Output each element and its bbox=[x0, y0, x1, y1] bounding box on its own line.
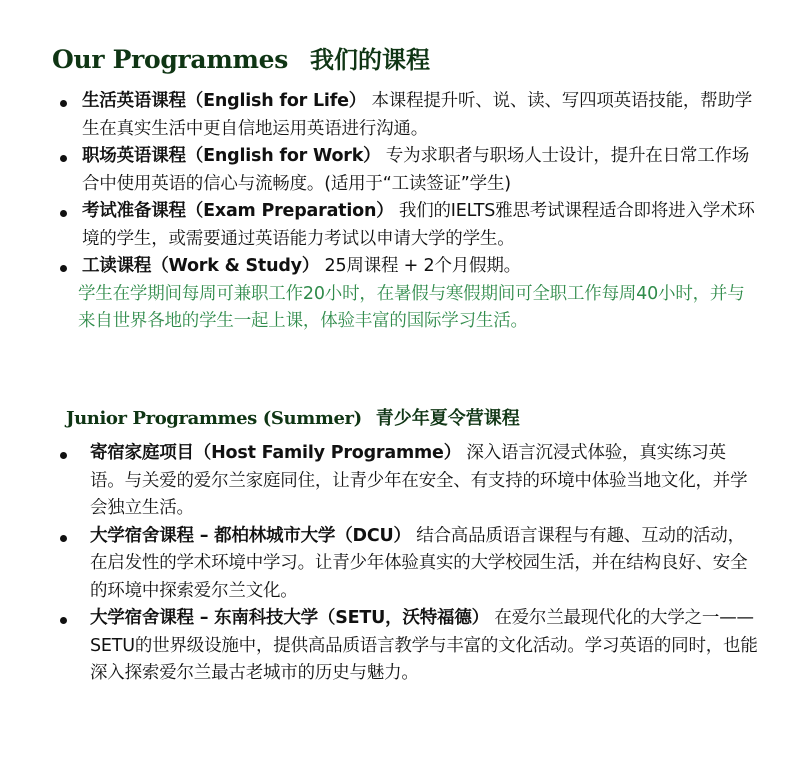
heading-zh: 青少年夏令营课程 bbox=[375, 408, 520, 429]
item-title: 寄宿家庭项目（Host Family Programme） bbox=[90, 443, 461, 463]
item-text: 25周课程 + 2个月假期。 bbox=[319, 256, 521, 276]
bullet-icon bbox=[60, 265, 67, 272]
bullet-icon bbox=[60, 452, 67, 459]
item-title: 大学宿舍课程 – 都柏林城市大学（DCU） bbox=[90, 525, 411, 546]
list-item-dcu bbox=[60, 523, 760, 606]
item-title: 工读课程（Work & Study） bbox=[82, 256, 320, 276]
section-heading-our-programmes bbox=[52, 40, 430, 75]
list-item-host-family bbox=[60, 440, 760, 523]
list-item-setu bbox=[60, 605, 760, 688]
item-text: 本课程提升听、说、读、写四项英语技能，帮助学生在真实生活中更自信地运用英语进行沟通。 bbox=[82, 91, 753, 139]
list-item-work-and-study bbox=[60, 253, 760, 336]
item-title: 职场英语课程（English for Work） bbox=[82, 146, 381, 166]
work-study-note: 学生在学期间每周可兼职工作20小时，在暑假与寒假期间可全职工作每周40小时，并与来自世界各地的学生一起上课，体验丰富的国际学习生活。 bbox=[78, 283, 745, 331]
item-title: 生活英语课程（English for Life） bbox=[82, 91, 367, 111]
heading-en: Junior Programmes (Summer) bbox=[66, 408, 362, 429]
bullet-icon bbox=[60, 617, 67, 624]
item-text: 深入语言沉浸式体验，真实练习英语。与关爱的爱尔兰家庭同住，让青少年在安全、有支持的环境中体验当地文化，并学会独立生活。 bbox=[90, 443, 748, 518]
programme-list bbox=[60, 88, 760, 336]
list-item-english-for-work bbox=[60, 143, 760, 198]
heading-en: Our Programmes bbox=[52, 45, 289, 74]
list-item-english-for-life bbox=[60, 88, 760, 143]
item-text: 专为求职者与职场人士设计，提升在日常工作场合中使用英语的信心与流畅度。(适用于“工读签证”学生) bbox=[82, 146, 750, 194]
section-heading-junior-programmes bbox=[66, 404, 520, 430]
item-text: 结合高品质语言课程与有趣、互动的活动，在启发性的学术环境中学习。让青少年体验真实的大学校园生活，并在结构良好、安全的环境中探索爱尔兰文化。 bbox=[90, 525, 748, 601]
bullet-icon bbox=[60, 155, 67, 162]
item-text: 在爱尔兰最现代化的大学之一——SETU的世界级设施中，提供高品质语言教学与丰富的文化活动。学习英语的同时，也能深入探索爱尔兰最古老城市的历史与魅力。 bbox=[90, 608, 758, 683]
list-item-exam-preparation bbox=[60, 198, 760, 253]
junior-programme-list bbox=[60, 440, 760, 688]
item-title: 考试准备课程（Exam Preparation） bbox=[82, 201, 394, 221]
item-title: 大学宿舍课程 – 东南科技大学（SETU，沃特福德） bbox=[90, 608, 489, 628]
bullet-icon bbox=[60, 535, 67, 542]
bullet-icon bbox=[60, 210, 67, 217]
heading-zh: 我们的课程 bbox=[310, 46, 431, 74]
bullet-icon bbox=[60, 100, 67, 107]
item-text: 我们的IELTS雅思考试课程适合即将进入学术环境的学生，或需要通过英语能力考试以申请大学的学生。 bbox=[82, 201, 755, 249]
